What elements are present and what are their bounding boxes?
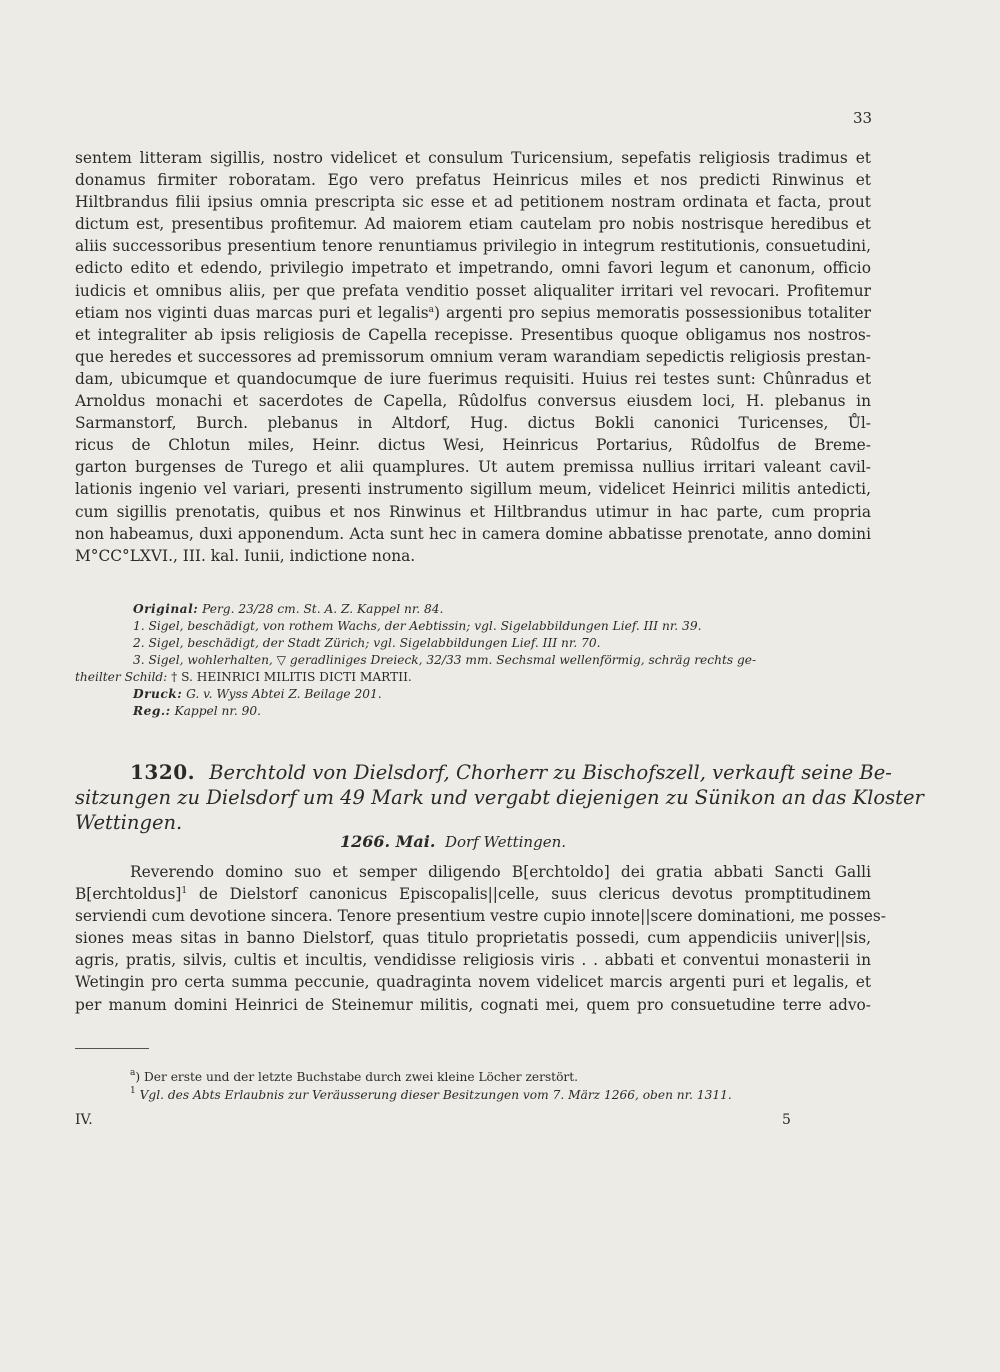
text-line: cum sigillis prenotatis, quibus et nos Rinwinus et Hiltbrandus utimur in hac parte, cum propria [75,502,871,521]
note-label: Druck: [133,687,183,701]
footnote-1 [75,1086,871,1104]
footnotes [75,1068,871,1104]
text-line: dictum est, presentibus profitemur. Ad maiorem etiam cautelam pro nobis nostrisque heredibus et [75,215,871,234]
text-line: garton burgenses de Turego et alii quamplures. Ut autem premissa nullius irritari valeant cavil- [75,458,871,477]
text-line: aliis successoribus presentium tenore renuntiamus privilegio in integrum restitutionis, consuetudini, [75,237,871,256]
footnote-text: Vgl. des Abts Erlaubnis zur Veräusserung dieser Besitzungen vom 7. März 1266, oben nr. 1311. [139,1088,732,1102]
text-line: M°CC°LXVI., III. kal. Iunii, indictione nona. [75,546,416,565]
heading-text: Berchtold von Dielsdorf, Chorherr zu Bischofszell, verkauft seine Be- [209,761,892,784]
page-number: 33 [853,109,873,127]
heading-line [75,760,892,785]
text-line: donamus firmiter roboratam. Ego vero prefatus Heinricus miles et nos predicti Rinwinus et [75,171,871,190]
text-line: Hiltbrandus filii ipsius omnia prescripta sic esse et ad petitionem nostram ordinata et facta, prout [75,193,871,212]
source-notes [75,601,871,720]
text-line: agris, pratis, silvis, cultis et incultis, vendidisse religiosis viris . . abbati et conventui monasterii in [75,951,871,970]
text-line: sentem litteram sigillis, nostro videlicet et consulum Turicensium, sepefatis religiosis tradimus et [75,149,871,167]
heading-line: Wettingen. [75,811,183,834]
text-line: Reverendo domino suo et semper diligendo B[erchtoldo] dei gratia abbati Sancti Galli [130,863,871,881]
seal-note: 2. Sigel, beschädigt, der Stadt Zürich; vgl. Sigelabbildungen Lief. III nr. 70. [133,636,601,650]
text-segment: ) argenti pro sepius memoratis possessionibus totaliter [434,303,871,322]
footnote-marker: 1 [181,886,188,897]
text-line [75,302,871,324]
text-segment: de Dielstorf canonicus Episcopalis||celle, suus clericus devotus promptitudinem [198,885,871,904]
footnote-text: ) Der erste und der letzte Buchstabe durch zwei kleine Löcher zerstört. [135,1070,579,1084]
original-note [75,601,871,618]
text-line: lationis ingenio vel variari, presenti instrumento sigillum meum, videlicet Heinrici militis antedicti, [75,480,871,499]
seal-inscription: † S. HEINRICI MILITIS DICTI MARTII. [167,670,412,684]
note-text: Kappel nr. 90. [174,704,261,718]
note-label: Original: [133,602,199,616]
text-line: dam, ubicumque et quandocumque de iure fuerimus requisiti. Huius rei testes sunt: Chûnradus et [75,369,871,388]
text-line: que heredes et successores ad premissorum omnium veram warandiam sepedictis religiosis prestan- [75,347,871,366]
text-line: Wetingin pro certa summa peccunie, quadraginta novem videlicet marcis argenti puri et legalis, et [75,973,871,992]
footnote-marker: a [428,304,435,315]
document-heading [75,760,924,835]
document-date [340,832,566,851]
sheet-signature: IV. [75,1112,93,1128]
footnote-marker: 1 [130,1086,136,1096]
text-line: serviendi cum devotione sincera. Tenore presentium vestre cupio innote||scere dominationi, me posses- [75,907,886,926]
regest-note [75,703,871,720]
print-note [75,686,871,703]
date-text: 1266. Mai. [340,832,436,851]
text-line [75,883,871,905]
text-line: per manum domini Heinrici de Steinemur militis, cognati mei, quem pro consuetudine terre advo- [75,995,871,1014]
text-line: Sarmanstorf, Burch. plebanus in Altdorf, Hug. dictus Bokli canonici Turicenses, Ůl- [75,414,871,433]
text-line: non habeamus, duxi apponendum. Acta sunt hec in camera domine abbatisse prenotate, anno domini [75,524,871,543]
footnote-marker: a [130,1068,136,1078]
note-text: theilter Schild: [75,670,168,684]
charter-paragraph-2 [75,861,886,1016]
seal-note: 3. Sigel, wohlerhalten, ▽ geradliniges Dreieck, 32/33 mm. Sechsmal wellenförmig, schräg rechts ge- [133,653,757,667]
text-line: siones meas sitas in banno Dielstorf, quas titulo proprietatis possedi, cum appendiciis univer||sis, [75,929,871,948]
sheet-number: 5 [782,1112,791,1128]
footnote-divider [75,1048,149,1049]
seal-note-continued [75,669,871,686]
note-text: Perg. 23/28 cm. St. A. Z. Kappel nr. 84. [202,602,444,616]
note-label: Reg.: [133,704,171,718]
seal-note: 1. Sigel, beschädigt, von rothem Wachs, der Aebtissin; vgl. Sigelabbildungen Lief. III nr. 39. [133,619,702,633]
text-line: ricus de Chlotun miles, Heinr. dictus Wesi, Heinricus Portarius, Rûdolfus de Breme- [75,436,871,455]
heading-line: sitzungen zu Dielsdorf um 49 Mark und vergabt diejenigen zu Sünikon an das Kloster [75,786,924,809]
footnote-a [75,1068,871,1086]
text-line: Arnoldus monachi et sacerdotes de Capella, Rûdolfus conversus eiusdem loci, H. plebanus in [75,392,871,411]
charter-paragraph-1 [75,147,871,567]
text-line: iudicis et omnibus aliis, per que prefata venditio posset aliqualiter irritari vel revocari. Profitemur [75,281,871,300]
place-text: Dorf Wettingen. [444,833,566,851]
text-segment: etiam nos viginti duas marcas puri et legalis [75,303,429,322]
text-line: edicto edito et edendo, privilegio impetrato et impetrando, omni favori legum et canonum, officio [75,259,871,278]
text-segment: B[erchtoldus] [75,885,182,904]
note-text: G. v. Wyss Abtei Z. Beilage 201. [186,687,382,701]
text-line: et integraliter ab ipsis religiosis de Capella recepisse. Presentibus quoque obligamus nos nostros- [75,325,871,344]
document-number: 1320. [130,760,196,784]
